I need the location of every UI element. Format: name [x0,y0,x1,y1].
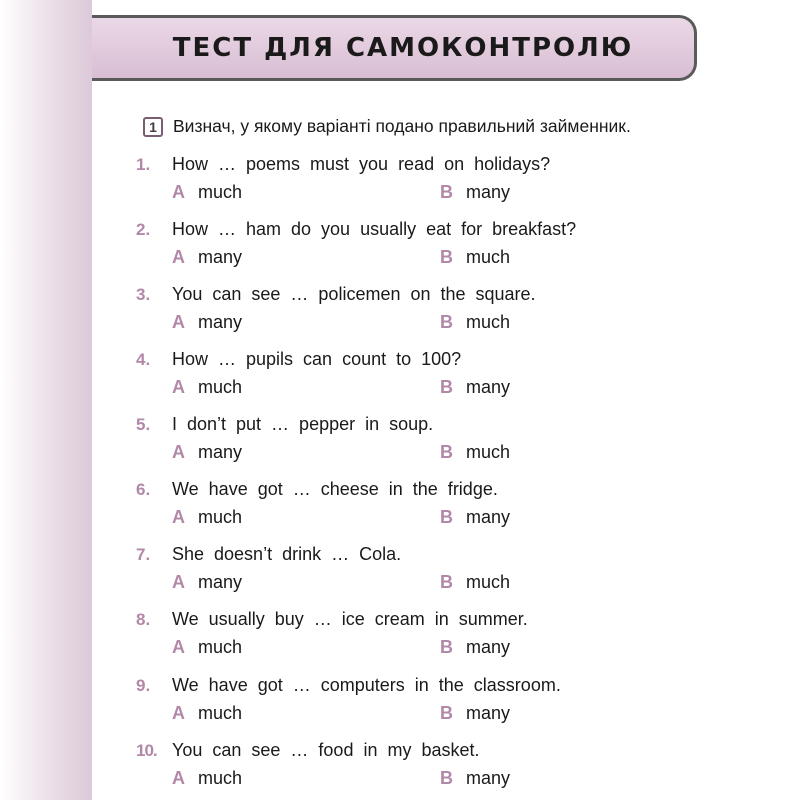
task-header [143,116,631,137]
option-b[interactable] [440,507,510,528]
option-a-text: much [198,637,243,657]
option-a[interactable] [172,572,242,593]
option-a-text: much [198,182,243,202]
question-text: How … ham do you usually eat for breakfast? [172,219,577,239]
option-b-letter: B [440,637,453,657]
option-a-text: many [198,247,243,267]
option-a[interactable] [172,637,242,658]
option-b-letter: B [440,442,453,462]
option-a[interactable] [172,442,242,463]
option-a-text: much [198,507,243,527]
option-a-letter: A [172,377,185,397]
page-margin-strip [0,0,92,800]
option-b-text: many [466,507,511,527]
option-b[interactable] [440,247,510,268]
option-a[interactable] [172,507,242,528]
option-a-letter: A [172,768,185,788]
question-number: 8. [136,610,151,629]
option-b-text: many [466,703,511,723]
option-b-text: much [466,572,511,592]
option-b[interactable] [440,182,510,203]
question-text: We have got … computers in the classroom. [172,675,561,695]
question [136,284,536,305]
option-a[interactable] [172,312,242,333]
option-a[interactable] [172,247,242,268]
option-b-text: much [466,442,511,462]
option-b-text: many [466,637,511,657]
question-text: She doesn’t drink … Cola. [172,544,402,564]
option-a-text: many [198,442,243,462]
question-number: 9. [136,676,151,695]
option-a-text: much [198,768,243,788]
question-text: How … pupils can count to 100? [172,349,462,369]
option-b-letter: B [440,377,453,397]
option-a-letter: A [172,182,185,202]
question-number: 6. [136,480,151,499]
option-b-letter: B [440,572,453,592]
option-a-letter: A [172,572,185,592]
option-a[interactable] [172,768,242,789]
option-a-letter: A [172,507,185,527]
question [136,675,561,696]
option-a-letter: A [172,312,185,332]
option-b[interactable] [440,442,510,463]
option-a-letter: A [172,442,185,462]
question-text: You can see … food in my basket. [172,740,480,760]
option-b-letter: B [440,703,453,723]
option-a-text: many [198,312,243,332]
option-b-letter: B [440,507,453,527]
option-b-letter: B [440,768,453,788]
option-b[interactable] [440,572,510,593]
option-b[interactable] [440,703,510,724]
question [136,154,550,175]
task-number-badge: 1 [143,117,163,137]
option-a[interactable] [172,377,242,398]
option-b-text: many [466,182,511,202]
question-text: We have got … cheese in the fridge. [172,479,498,499]
option-b-letter: B [440,247,453,267]
option-b[interactable] [440,312,510,333]
question-number: 4. [136,350,151,369]
option-b-letter: B [440,182,453,202]
question [136,544,401,565]
question-number: 7. [136,545,151,564]
option-b[interactable] [440,768,510,789]
option-b-letter: B [440,312,453,332]
question-number: 10. [136,741,157,760]
question-number: 3. [136,285,151,304]
question-text: I don’t put … pepper in soup. [172,414,434,434]
option-b-text: much [466,312,511,332]
option-a-text: many [198,572,243,592]
question [136,479,498,500]
question-number: 2. [136,220,151,239]
question [136,414,433,435]
task-instruction: Визнач, у якому варіанті подано правильний займенник. [173,116,631,136]
option-b-text: much [466,247,511,267]
question [136,740,480,761]
question-text: You can see … policemen on the square. [172,284,536,304]
option-a-letter: A [172,247,185,267]
option-b-text: many [466,377,511,397]
question-number: 1. [136,155,151,174]
question-text: We usually buy … ice cream in summer. [172,609,528,629]
question-number: 5. [136,415,151,434]
option-a-letter: A [172,703,185,723]
title-banner [92,15,697,81]
question [136,609,528,630]
option-a-text: much [198,377,243,397]
question [136,349,461,370]
option-b[interactable] [440,637,510,658]
question-text: How … poems must you read on holidays? [172,154,551,174]
option-b-text: many [466,768,511,788]
option-b[interactable] [440,377,510,398]
option-a-letter: A [172,637,185,657]
option-a-text: much [198,703,243,723]
option-a[interactable] [172,182,242,203]
question [136,219,576,240]
option-a[interactable] [172,703,242,724]
page-title: ТЕСТ ДЛЯ САМОКОНТРОЛЮ [172,33,634,63]
